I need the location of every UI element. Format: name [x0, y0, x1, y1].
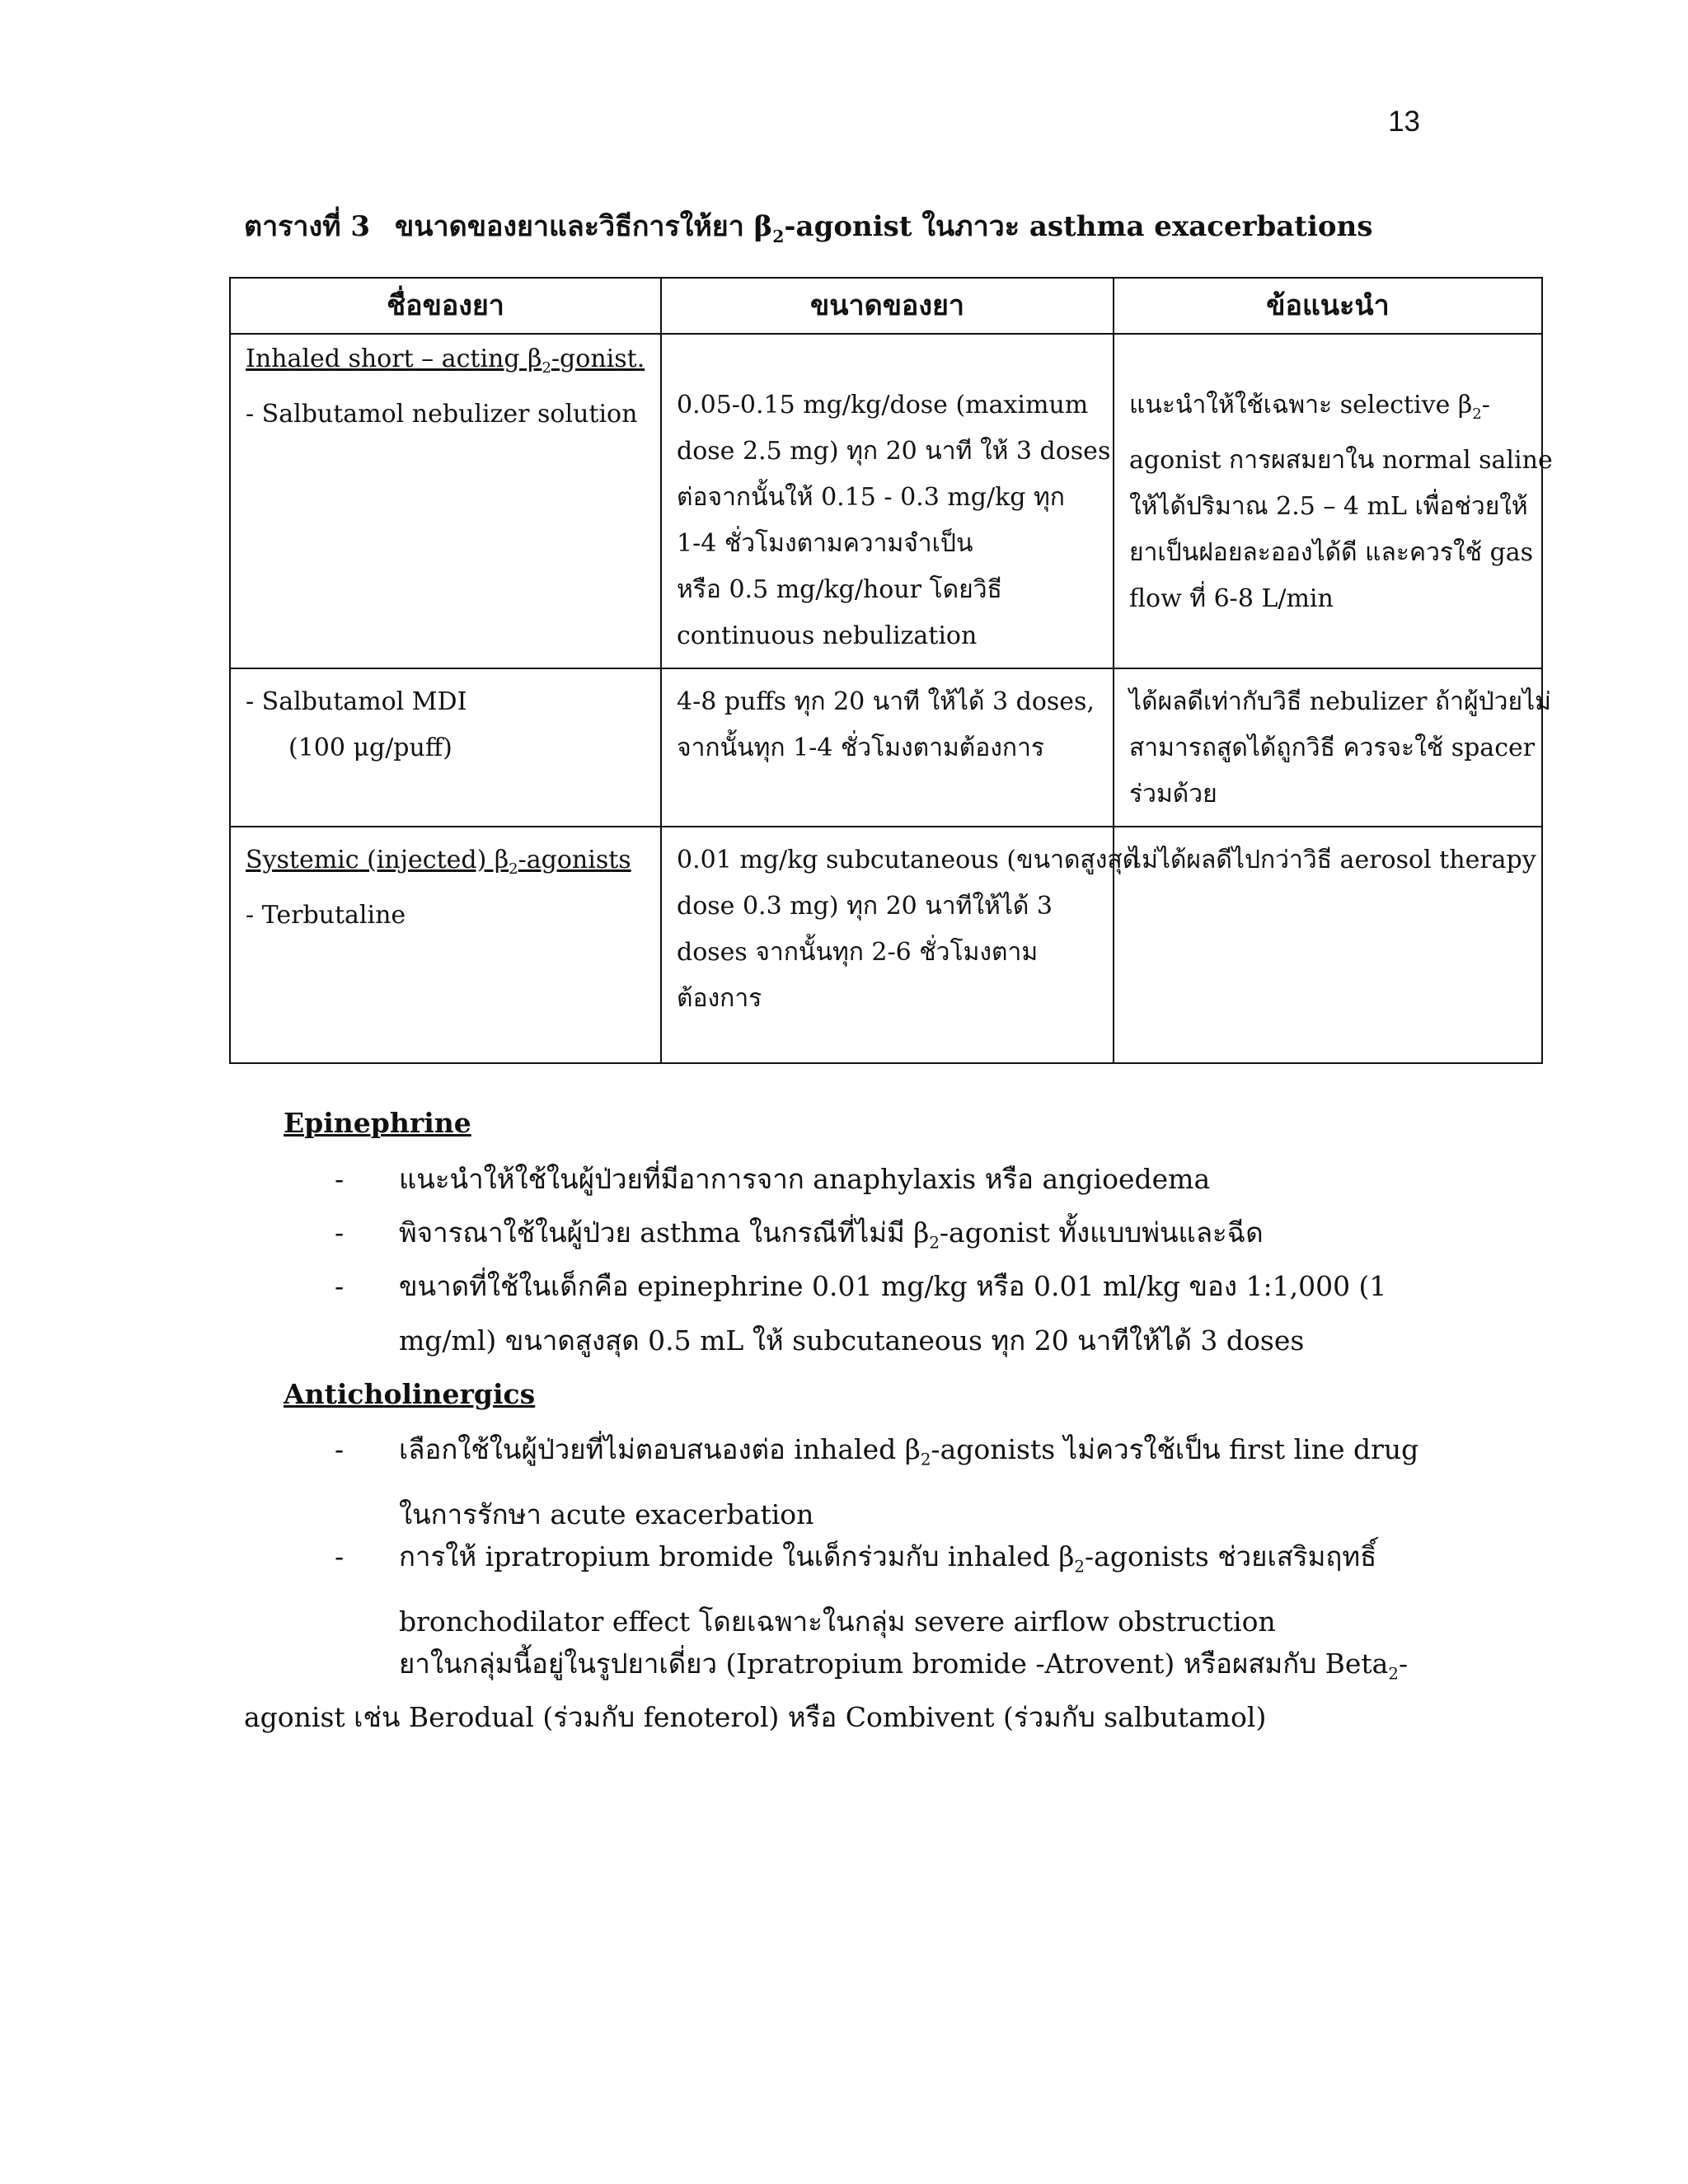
- header-dose: ขนาดของยา: [661, 278, 1114, 334]
- bullet-text: พิจารณาใช้ในผู้ป่วย asthma ในกรณีที่ไม่มี $\beta_2$-agonist ทั้งแบบพ่นและฉีด: [399, 1216, 1264, 1253]
- drug-cell: [230, 827, 661, 1063]
- bullet-dash: -: [335, 1433, 345, 1465]
- dose-line: ต้องการ: [677, 984, 762, 1013]
- dose-line: 4-8 puffs ทุก 20 นาที ให้ได้ 3 doses,: [677, 687, 1095, 716]
- table-row: [230, 334, 1542, 668]
- bullet-item: [335, 1422, 1419, 1542]
- header-drug-name: ชื่อของยา: [230, 278, 661, 334]
- dose-line: ต่อจากนั้นให้ 0.15 - 0.3 mg/kg ทุก: [677, 483, 1065, 512]
- drug-unit: (100 μg/puff): [288, 733, 452, 762]
- bullet-item: [335, 1152, 1419, 1207]
- advice-line: สามารถสูดได้ถูกวิธี ควรจะใช้ spacer: [1129, 733, 1536, 762]
- drug-group-label: Inhaled short – acting $\beta_2$-gonist.: [246, 344, 645, 377]
- drug-group-label: Systemic (injected) $\beta_2$-agonists: [246, 846, 631, 878]
- advice-line: ได้ผลดีเท่ากับวิธี nebulizer ถ้าผู้ป่วยไม่: [1129, 687, 1551, 716]
- drug-name: - Salbutamol nebulizer solution: [246, 400, 638, 429]
- bullet-dash: -: [335, 1270, 345, 1302]
- advice-line: ยาเป็นฝอยละอองได้ดี และควรใช้ gas: [1129, 538, 1534, 567]
- advice-cell: [1114, 827, 1542, 1063]
- dose-line: 0.01 mg/kg subcutaneous (ขนาดสูงสุด: [677, 846, 1139, 874]
- advice-line: ไม่ได้ผลดีไปกว่าวิธี aerosol therapy: [1129, 846, 1536, 874]
- paragraph-line: ยาในกลุ่มนี้อยู่ในรูปยาเดี่ยว (Ipratropium bromide -Atrovent) หรือผสมกับ Beta$_2$-: [399, 1647, 1409, 1684]
- advice-line: ร่วมด้วย: [1129, 780, 1217, 808]
- dose-line: 0.05-0.15 mg/kg/dose (maximum: [677, 391, 1089, 419]
- page-number: 13: [1388, 105, 1420, 138]
- caption-text: ขนาดของยาและวิธีการให้ยา $\beta_2$-agonist ในภาวะ asthma exacerbations: [395, 210, 1373, 246]
- dose-line: continuous nebulization: [677, 621, 978, 650]
- bullet-dash: -: [335, 1163, 345, 1195]
- bullet-item: [335, 1259, 1419, 1368]
- advice-line: agonist การผสมยาใน normal saline: [1129, 446, 1553, 475]
- table-caption: [244, 204, 1372, 248]
- dose-cell: [661, 827, 1139, 1063]
- bullet-item: [335, 1530, 1419, 1649]
- dose-cell: [661, 334, 1114, 668]
- caption-prefix: ตารางที่ 3: [244, 210, 371, 243]
- dose-line: dose 2.5 mg) ทุก 20 นาที ให้ 3 doses: [677, 437, 1111, 466]
- bullet-text: การให้ ipratropium bromide ในเด็กร่วมกับ inhaled $\beta_2$-agonists ช่วยเสริมฤทธิ์ bronchodilator effect โดยเฉพาะในกลุ่ม severe airflow obstruction: [399, 1540, 1377, 1638]
- table-row: [230, 668, 1542, 827]
- bullet-dash: -: [335, 1540, 345, 1572]
- paragraph-line: agonist เช่น Berodual (ร่วมกับ fenoterol) หรือ Combivent (ร่วมกับ salbutamol): [244, 1701, 1267, 1733]
- drug-name: - Salbutamol MDI: [246, 687, 467, 716]
- dose-line: จากนั้นทุก 1-4 ชั่วโมงตามต้องการ: [677, 733, 1045, 762]
- advice-line: แนะนำให้ใช้เฉพาะ selective $\beta_2-$: [1129, 391, 1490, 423]
- advice-line: ให้ได้ปริมาณ 2.5 – 4 mL เพื่อช่วยให้: [1129, 492, 1528, 521]
- dose-line: 1-4 ชั่วโมงตามความจำเป็น: [677, 529, 973, 558]
- bullet-text: ขนาดที่ใช้ในเด็กคือ epinephrine 0.01 mg/kg หรือ 0.01 ml/kg ของ 1:1,000 (1 mg/ml) ขนาดสูงสุด 0.5 mL ให้ subcutaneous ทุก 20 นาทีให้ได้ 3 doses: [399, 1270, 1387, 1357]
- header-advice: ข้อแนะนำ: [1114, 278, 1542, 334]
- dose-line: dose 0.3 mg) ทุก 20 นาทีให้ได้ 3: [677, 892, 1053, 921]
- dose-line: doses จากนั้นทุก 2-6 ชั่วโมงตาม: [677, 938, 1039, 967]
- advice-cell: [1114, 668, 1551, 827]
- dose-cell: [661, 668, 1114, 827]
- dosage-table: [229, 277, 1553, 1064]
- drug-name: - Terbutaline: [246, 901, 406, 930]
- section-title-epinephrine: Epinephrine: [284, 1107, 471, 1139]
- bullet-text: เลือกใช้ในผู้ป่วยที่ไม่ตอบสนองต่อ inhaled $\beta_2$-agonists ไม่ควรใช้เป็น first line drug ในการรักษา acute exacerbation: [399, 1433, 1419, 1530]
- dose-line: หรือ 0.5 mg/kg/hour โดยวิธี: [677, 575, 1002, 604]
- section-title-anticholinergics: Anticholinergics: [284, 1378, 536, 1410]
- table-row: [230, 827, 1542, 1063]
- advice-cell: [1114, 334, 1553, 668]
- advice-line: flow ที่ 6-8 L/min: [1129, 584, 1334, 613]
- drug-cell: [230, 334, 661, 668]
- drug-cell: [230, 668, 661, 827]
- table-header-row: [230, 278, 1542, 334]
- bullet-text: แนะนำให้ใช้ในผู้ป่วยที่มีอาการจาก anaphylaxis หรือ angioedema: [399, 1163, 1211, 1195]
- bullet-dash: -: [335, 1216, 345, 1249]
